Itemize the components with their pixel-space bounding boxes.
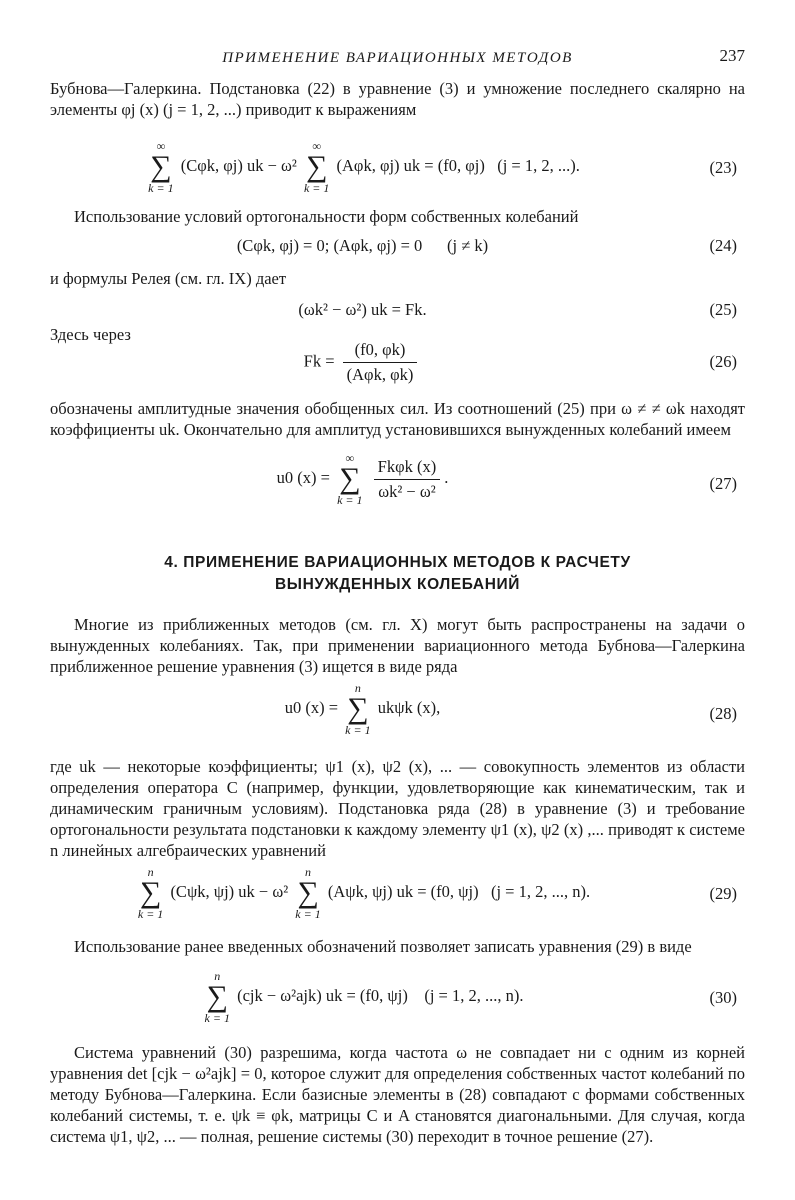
equation-number: (27) bbox=[709, 474, 737, 493]
equation-number: (28) bbox=[709, 704, 737, 723]
equation-term: (Aψk, ψj) uk = (f0, ψj) bbox=[327, 881, 479, 901]
paragraph-5: обозначены амплитудные значения обобщенных сил. Из соотношений (25) при ω ≠ ≠ ωk находят коэффициенты uk. Окончательно для амплитуд установившихся вынужденных колебаний имеем bbox=[50, 399, 745, 439]
equation-number: (25) bbox=[709, 300, 737, 319]
equation-number: (26) bbox=[709, 352, 737, 371]
running-head: ПРИМЕНЕНИЕ ВАРИАЦИОННЫХ МЕТОДОВ bbox=[222, 50, 573, 66]
fraction: $\frac{\text{Fkφk (x)}}{\text{ωk² − ω²}}$ bbox=[374, 457, 441, 502]
page-header bbox=[50, 42, 745, 72]
equation-term: Fk = bbox=[303, 351, 335, 371]
summation-sign: n ∑ k = 1 bbox=[345, 681, 371, 737]
equation-number: (29) bbox=[709, 884, 737, 903]
paragraph-8: Использование ранее введенных обозначений позволяет записать уравнения (29) в виде bbox=[74, 937, 692, 956]
page-number: 237 bbox=[719, 46, 745, 65]
equation-28 bbox=[50, 682, 745, 748]
equation-condition: (j = 1, 2, ..., n). bbox=[424, 985, 524, 1005]
equation-term: (ωk² − ω²) uk = Fk. bbox=[298, 300, 427, 319]
equation-term: (cjk − ω²ajk) uk = (f0, ψj) bbox=[237, 985, 408, 1005]
equation-condition: (j = 1, 2, ...). bbox=[497, 155, 580, 175]
equation-25 bbox=[50, 300, 745, 324]
equation-number: (23) bbox=[709, 158, 737, 177]
summation-sign: n ∑ k = 1 bbox=[204, 969, 230, 1025]
equation-term: (Cψk, ψj) uk − ω² bbox=[170, 881, 289, 901]
equation-term: (Aφk, φj) uk = (f0, φj) bbox=[336, 155, 485, 175]
fraction: $\frac{(f0, \varphi k)}{\text{(Aφk, φk)}}$ bbox=[343, 340, 418, 385]
equation-30 bbox=[50, 970, 745, 1030]
equation-term: u0 (x) = bbox=[284, 697, 339, 717]
section-heading: 4. ПРИМЕНЕНИЕ ВАРИАЦИОННЫХ МЕТОДОВ К РАСЧЕТУ ВЫНУЖДЕННЫХ КОЛЕБАНИЙ bbox=[164, 554, 631, 593]
summation-sign: ∞ ∑ k = 1 bbox=[337, 451, 363, 507]
paragraph-3: и формулы Релея (см. гл. IX) дает bbox=[50, 269, 287, 288]
paragraph-4: Здесь через bbox=[50, 325, 131, 344]
equation-27: u0 (x) = ∞ ∑ k = 1 $\frac{\text{Fkφk (x)}}{\text{ωk² − ω²}}$ . (27) bbox=[276, 451, 737, 507]
paragraph-9: Система уравнений (30) разрешима, когда частота ω не совпадает ни с одним из корней уравнения det [cjk − ω²ajk] = 0, которое служит для определения собственных частот колебаний по методу Бубнова—Галеркина. Если базисные элементы в (28) совпадают с формами собственных колебаний системы, т. е. ψk ≡ φk, матрицы C и A становятся диагональными. Для случая, когда система ψ1, ψ2, ... — полная, решение системы (30) переходит в точное решение (27). bbox=[50, 1043, 745, 1146]
paragraph-2: Использование условий ортогональности форм собственных колебаний bbox=[74, 207, 579, 226]
equation-term: (Cφk, φj) = 0; (Aφk, φj) = 0 bbox=[236, 236, 423, 255]
summation-sign: ∞ ∑ k = 1 bbox=[303, 139, 330, 195]
equation-24 bbox=[50, 236, 745, 260]
equation-term: ukψk (x), bbox=[377, 697, 441, 717]
summation-sign: n ∑ k = 1 bbox=[295, 865, 321, 921]
equation-23 bbox=[50, 140, 745, 194]
equation-term: u0 (x) = bbox=[276, 467, 330, 487]
equation-condition: (j ≠ k) bbox=[447, 236, 489, 255]
equation-term: (Cφk, φj) uk − ω² bbox=[180, 155, 297, 175]
paragraph-7: где uk — некоторые коэффициенты; ψ1 (x), ψ2 (x), ... — совокупность элементов из области определения оператора C (например, функции, удовлетворяющие как кинематическим, так и динамическим граничным условиям). Подстановка ряда (28) в уравнение (3) и требование ортогональности результата подстановки к каждому элементу ψ1 (x), ψ2 (x) ,... приводят к системе n линейных алгебраических уравнений bbox=[50, 757, 745, 860]
paragraph-6: Многие из приближенных методов (см. гл. X) могут быть распространены на задачи о вынужденных колебаниях. Так, при применении вариационного метода Бубнова—Галеркина приближенное решение уравнения (3) ищется в виде ряда bbox=[50, 615, 745, 676]
summation-sign: n ∑ k = 1 bbox=[137, 865, 164, 921]
equation-number: (30) bbox=[709, 988, 737, 1007]
equation-number: (24) bbox=[709, 236, 737, 255]
paragraph-1: Бубнова—Галеркина. Подстановка (22) в уравнение (3) и умножение последнего скалярно на элементы φj (x) (j = 1, 2, ...) приводит к выражениям bbox=[50, 79, 745, 119]
equation-condition: (j = 1, 2, ..., n). bbox=[490, 881, 591, 901]
equation-29 bbox=[50, 866, 745, 926]
equation-26 bbox=[50, 340, 745, 390]
summation-sign: ∞ ∑ k = 1 bbox=[148, 139, 174, 195]
